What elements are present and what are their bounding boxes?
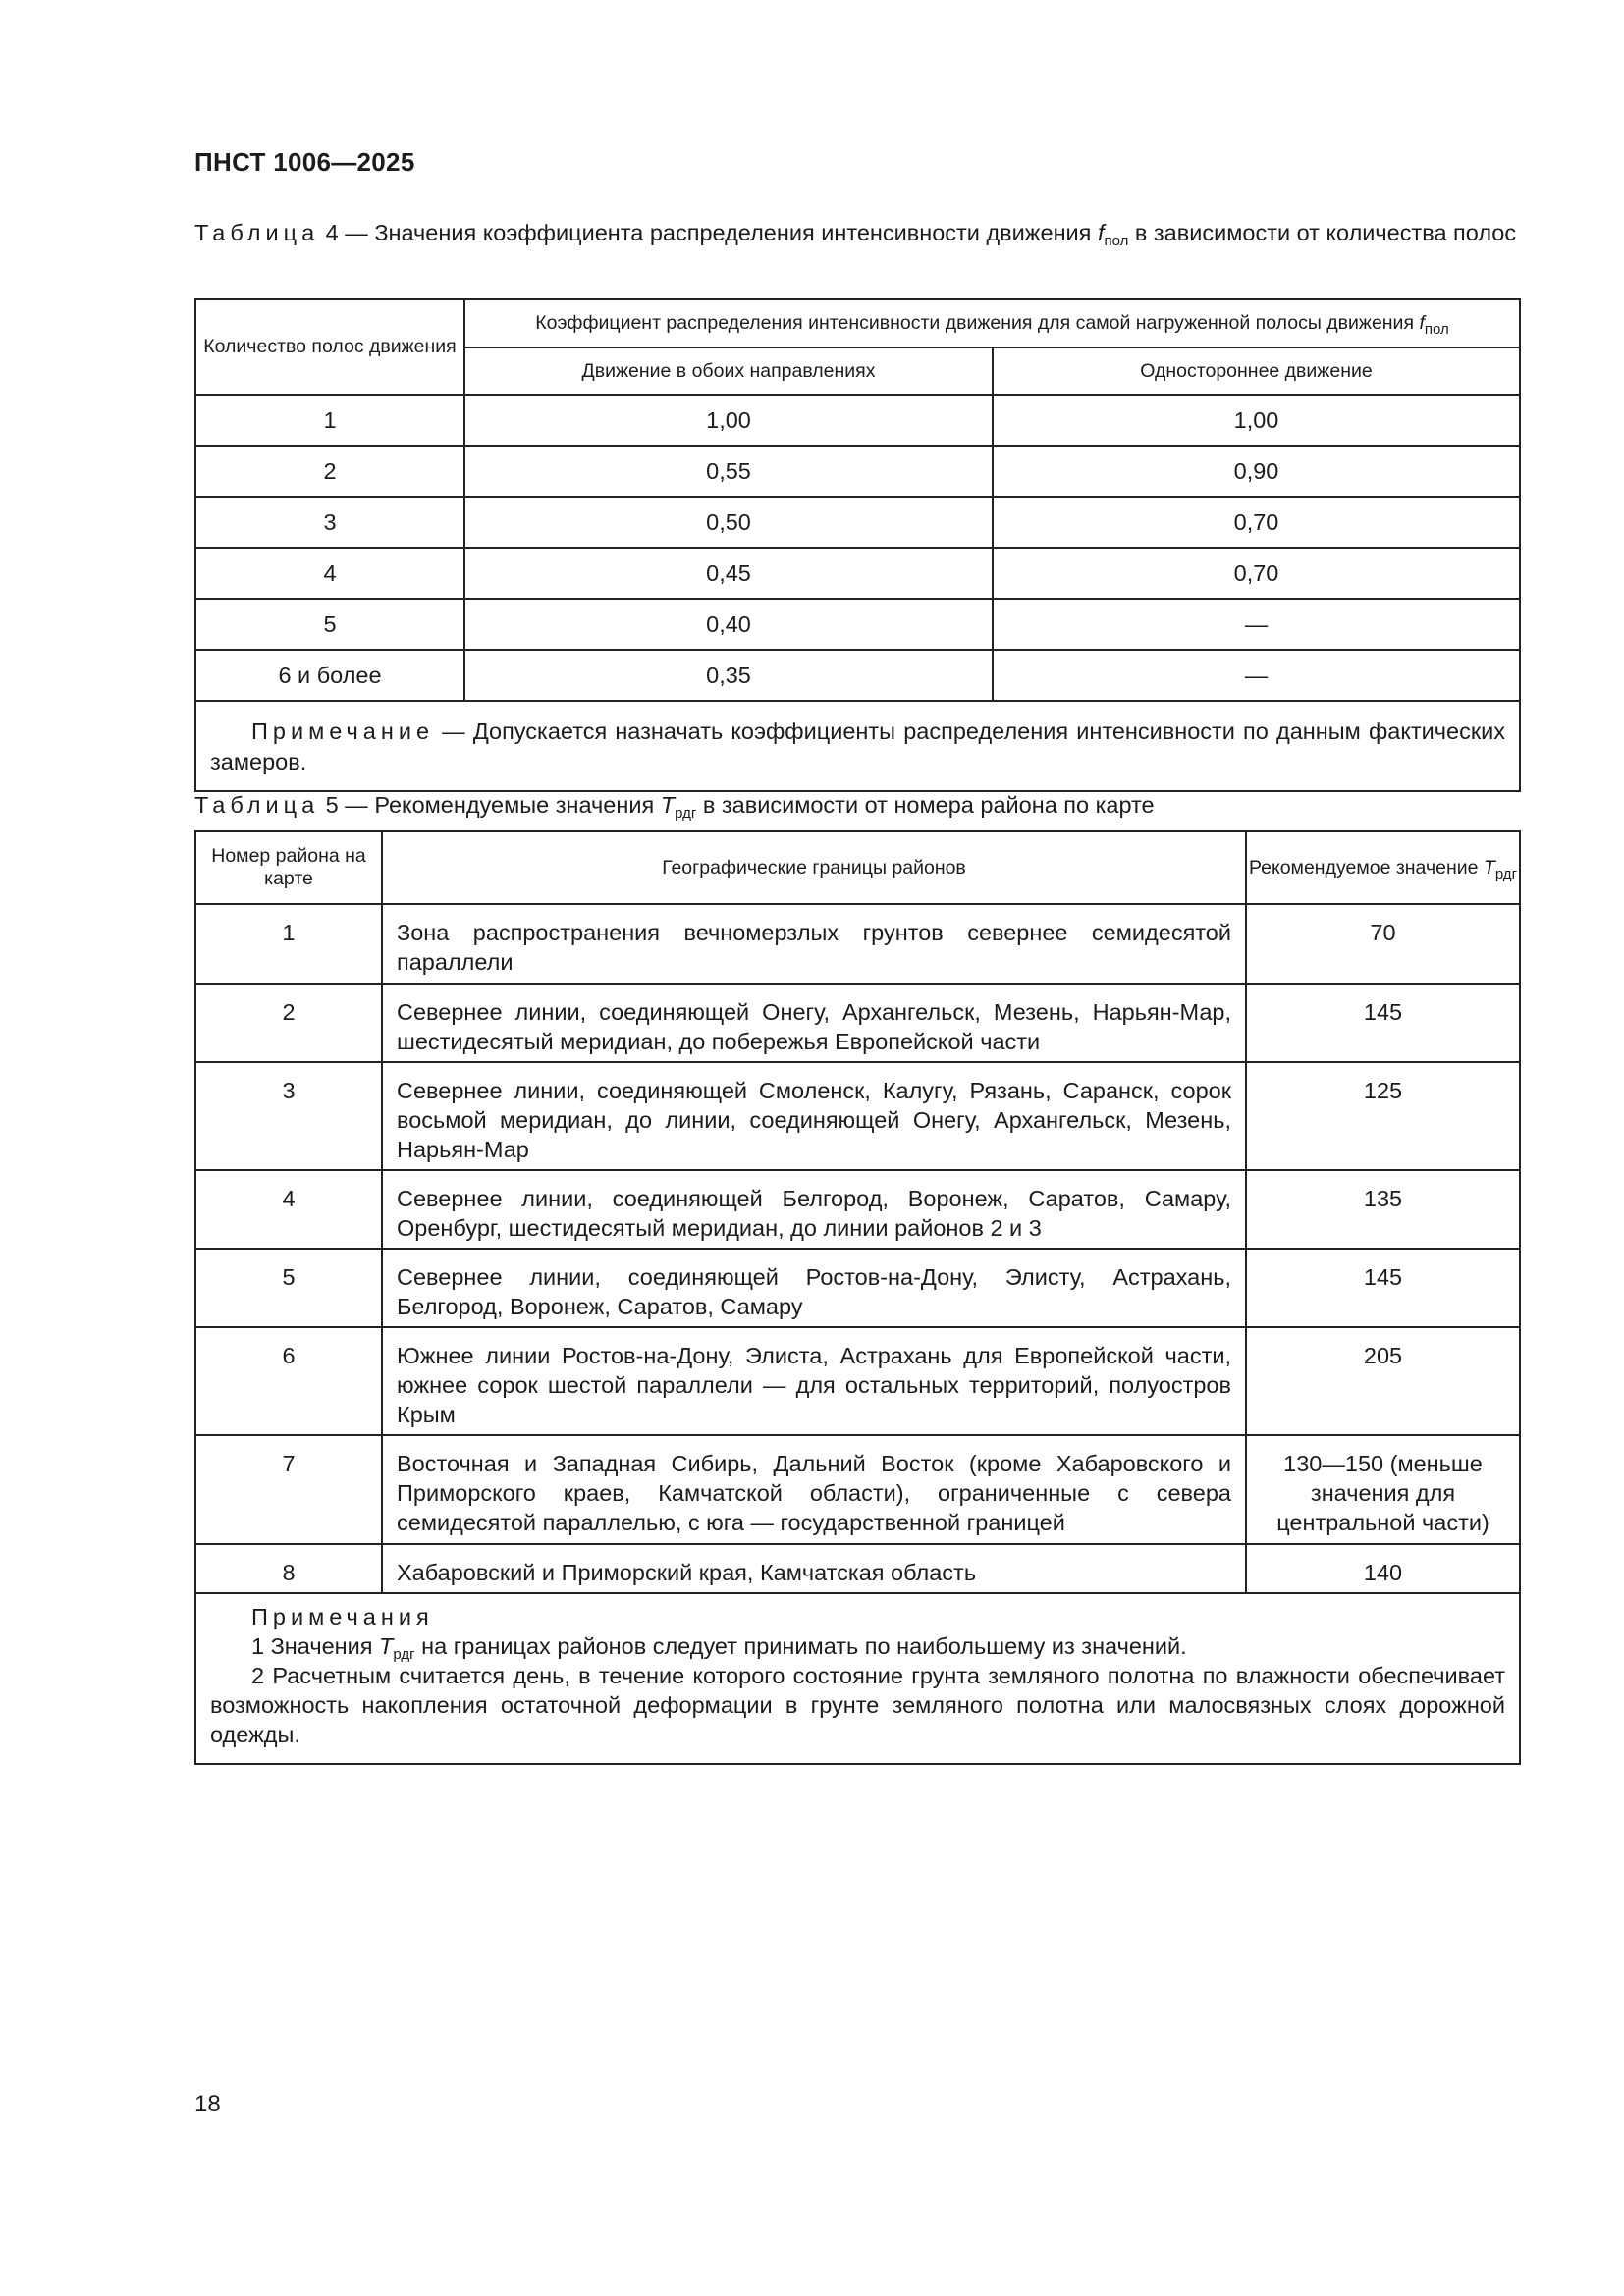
table-row	[195, 599, 1520, 650]
table5-note1-sub: рдг	[393, 1646, 415, 1663]
table-row	[195, 1544, 1520, 1593]
table5-header-symbol: T	[1483, 856, 1495, 879]
table5-region-number: 2	[195, 984, 382, 1062]
table5-region-boundaries: Хабаровский и Приморский края, Камчатская область	[382, 1544, 1246, 1593]
table5-region-number: 4	[195, 1170, 382, 1249]
table4-cell: 5	[195, 599, 464, 650]
table4-header-one-way: Одностороннее движение	[993, 347, 1520, 395]
table4-cell: 0,45	[464, 548, 993, 599]
table5-header-recommended	[1246, 831, 1520, 904]
table-row	[195, 1062, 1520, 1170]
table4-header-lanes: Количество полос движения	[195, 299, 464, 395]
table4-cell: 1,00	[993, 395, 1520, 446]
table-row	[195, 1170, 1520, 1249]
table5-region-number: 6	[195, 1327, 382, 1435]
table5-region-boundaries: Южнее линии Ростов-на-Дону, Элиста, Астрахань для Европейской части, южнее сорок шестой параллели — для остальных территорий, полуостров Крым	[382, 1327, 1246, 1435]
table4-cell: 0,40	[464, 599, 993, 650]
table5-notes-label: Примечания	[251, 1604, 434, 1629]
table5-notes	[195, 1593, 1520, 1764]
table4-cell: 0,50	[464, 497, 993, 548]
table4-cell: —	[993, 599, 1520, 650]
table4-cell: 6 и более	[195, 650, 464, 701]
table5-header-region-number: Номер района на карте	[195, 831, 382, 904]
table-row	[195, 904, 1520, 984]
table4-caption-label: Таблица	[194, 220, 320, 245]
table-row	[195, 1327, 1520, 1435]
table5-region-boundaries: Восточная и Западная Сибирь, Дальний Восток (кроме Хабаровского и Приморского краев, Камчатской области), ограниченные с севера семидесятой параллелью, с юга — государственной границей	[382, 1435, 1246, 1544]
table-row	[195, 1249, 1520, 1327]
table5-note-2: 2 Расчетным считается день, в течение которого состояние грунта земляного полотна по влажности обеспечивает возможность накопления остаточной деформации в грунте земляного полотна или малосвязных слоях дорожной одежды.	[210, 1663, 1505, 1747]
table4-cell: 4	[195, 548, 464, 599]
table4-caption-rest: 4 — Значения коэффициента распределения интенсивности движения	[319, 220, 1098, 245]
table5-region-number: 1	[195, 904, 382, 984]
table5	[194, 830, 1521, 1765]
table5-region-number: 5	[195, 1249, 382, 1327]
table-row	[195, 548, 1520, 599]
table-row	[195, 984, 1520, 1062]
table4-note	[195, 701, 1520, 791]
table4-cell: 0,90	[993, 446, 1520, 497]
table5-region-boundaries: Севернее линии, соединяющей Ростов-на-Дону, Элисту, Астрахань, Белгород, Воронеж, Саратов, Самару	[382, 1249, 1246, 1327]
table-row	[195, 1435, 1520, 1544]
table5-header-boundaries: Географические границы районов	[382, 831, 1246, 904]
table4-note-label: Примечание	[251, 719, 435, 744]
table5-note1-post: на границах районов следует принимать по наибольшему из значений.	[414, 1633, 1187, 1659]
document-header: ПНСТ 1006—2025	[194, 147, 415, 177]
table5-caption-label: Таблица	[194, 792, 320, 818]
table4-cell: 1,00	[464, 395, 993, 446]
table4-caption	[194, 218, 1518, 247]
table5-region-number: 7	[195, 1435, 382, 1544]
table5-header-recommended-text: Рекомендуемое значение	[1248, 856, 1484, 879]
table5-region-boundaries: Севернее линии, соединяющей Белгород, Воронеж, Саратов, Самару, Оренбург, шестидесятый меридиан, до линии районов 2 и 3	[382, 1170, 1246, 1249]
table5-caption-sub: рдг	[675, 805, 697, 822]
table5-caption-rest: 5 — Рекомендуемые значения	[319, 792, 661, 818]
table5-region-value: 140	[1246, 1544, 1520, 1593]
page-number: 18	[194, 2091, 221, 2117]
table4-cell: 0,70	[993, 548, 1520, 599]
table5-region-boundaries: Севернее линии, соединяющей Онегу, Архангельск, Мезень, Нарьян-Мар, шестидесятый меридиан, до побережья Европейской части	[382, 984, 1246, 1062]
table-row	[195, 395, 1520, 446]
table4-cell: 0,70	[993, 497, 1520, 548]
table5-region-value: 135	[1246, 1170, 1520, 1249]
table4-header-both-directions: Движение в обоих направлениях	[464, 347, 993, 395]
table5-region-boundaries: Зона распространения вечномерзлых грунтов севернее семидесятой параллели	[382, 904, 1246, 984]
table4-header-group	[464, 299, 1520, 347]
table5-caption	[194, 790, 1518, 820]
table5-region-number: 8	[195, 1544, 382, 1593]
table5-caption-tail: в зависимости от номера района по карте	[696, 792, 1155, 818]
table5-region-value: 70	[1246, 904, 1520, 984]
table4-cell: 0,55	[464, 446, 993, 497]
table5-region-value: 205	[1246, 1327, 1520, 1435]
table4-cell: —	[993, 650, 1520, 701]
table5-region-number: 3	[195, 1062, 382, 1170]
table5-region-value: 145	[1246, 984, 1520, 1062]
table4-caption-sub: пол	[1104, 233, 1129, 249]
table5-header-sub: рдг	[1494, 865, 1518, 882]
table5-note1-symbol: T	[379, 1633, 394, 1659]
table4	[194, 298, 1521, 792]
table5-region-value: 130—150 (меньше значения для центральной части)	[1246, 1435, 1520, 1544]
table5-note-1	[210, 1631, 1505, 1661]
table4-header-group-symbol: f	[1419, 312, 1425, 334]
table-row	[195, 497, 1520, 548]
table4-cell: 0,35	[464, 650, 993, 701]
table5-region-value: 125	[1246, 1062, 1520, 1170]
table4-header-group-text: Коэффициент распределения интенсивности движения для самой нагруженной полосы движения	[535, 312, 1420, 334]
table4-caption-tail: в зависимости от количества полос	[1128, 220, 1517, 245]
table4-caption-symbol: f	[1097, 220, 1105, 245]
table-row	[195, 446, 1520, 497]
table-row	[195, 650, 1520, 701]
table5-region-value: 145	[1246, 1249, 1520, 1327]
table4-note-text: — Допускается назначать коэффициенты распределения интенсивности по данным фактических замеров.	[210, 719, 1506, 774]
table5-region-boundaries: Севернее линии, соединяющей Смоленск, Калугу, Рязань, Саранск, сорок восьмой меридиан, до линии, соединяющей Онегу, Архангельск, Мезень, Нарьян-Мар	[382, 1062, 1246, 1170]
table5-note1-pre: 1 Значения	[251, 1633, 379, 1659]
table4-header-group-sub: пол	[1424, 321, 1449, 338]
table4-cell: 3	[195, 497, 464, 548]
table4-cell: 2	[195, 446, 464, 497]
table4-cell: 1	[195, 395, 464, 446]
table5-caption-symbol: T	[660, 792, 676, 818]
